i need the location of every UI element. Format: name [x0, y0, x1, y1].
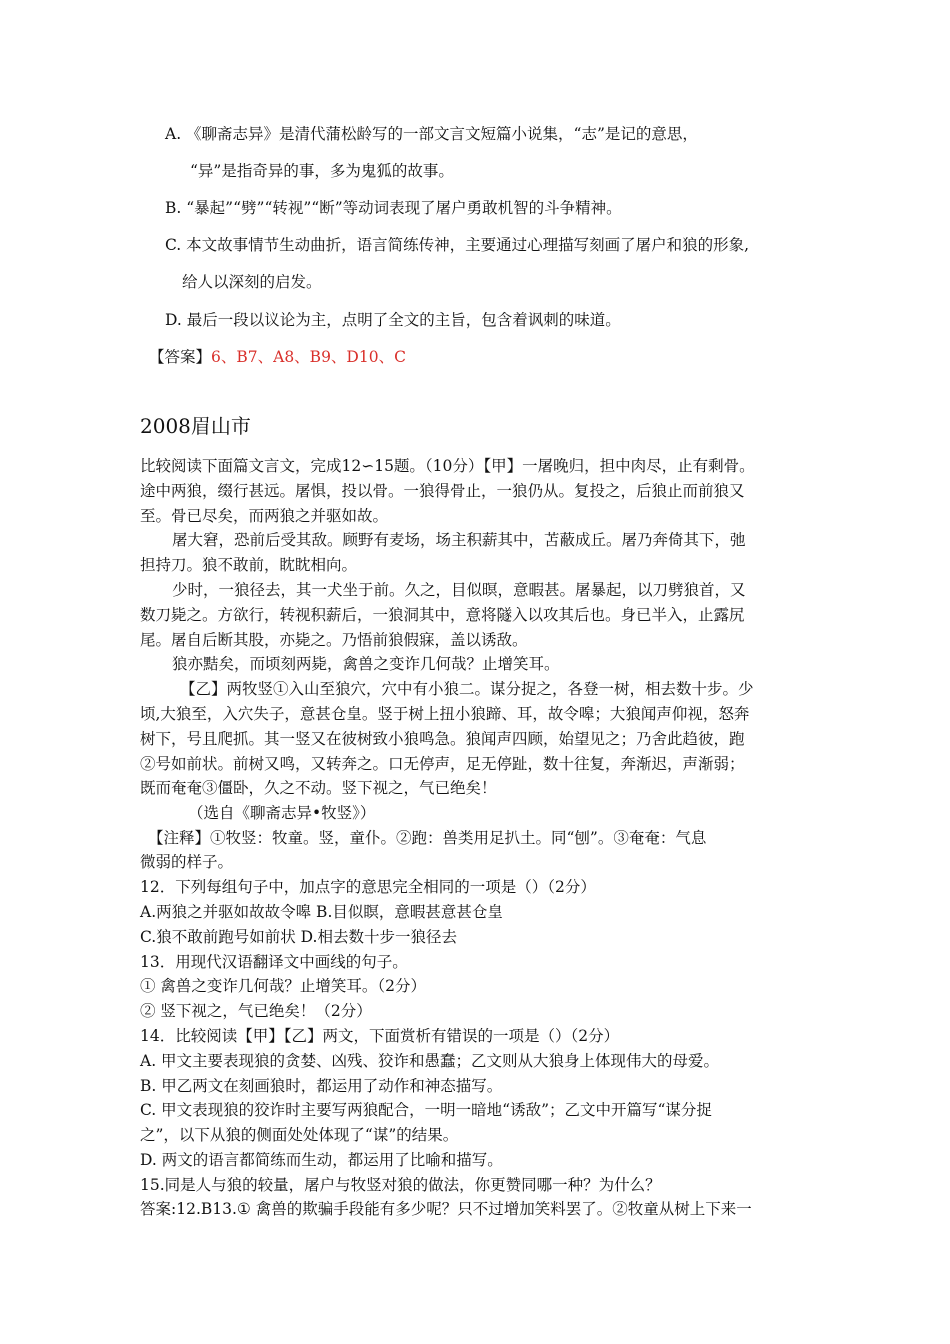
- question-14-d: D. 两文的语言都简练而生动，都运用了比喻和描写。: [140, 1151, 503, 1169]
- answer-line: [149, 347, 406, 367]
- question-14-c-line2: 之”，以下从狼的侧面处处体现了“谋”的结果。: [140, 1126, 459, 1144]
- question-12-ab: A.两狼之并驱如故故令嗥 B.目似瞑，意暇甚意甚仓皇: [140, 903, 503, 921]
- footnote-line2: 微弱的样子。: [140, 853, 234, 871]
- answer-label: 【答案】: [149, 348, 212, 366]
- text-line: 比较阅读下面篇文言文，完成12∽15题。（10分）【甲】一屠晚归，担中肉尽，止有剩骨。: [140, 457, 755, 475]
- option-a-line2: “异”是指奇异的事，多为鬼狐的故事。: [190, 162, 454, 180]
- footnote-line1: 【注释】①牧竖：牧童。竖，童仆。②跑：兽类用足扒土。同“刨”。③奄奄：气息: [148, 829, 707, 847]
- question-15: 15.同是人与狼的较量，屠户与牧竖对狼的做法，你更赞同哪一种？为什么？: [140, 1176, 661, 1194]
- text-line: 【乙】两牧竖①入山至狼穴，穴中有小狼二。谋分捉之，各登一树，相去数十步。少: [180, 680, 754, 698]
- text-line: 狼亦黠矣，而顷刻两毙，禽兽之变诈几何哉？止增笑耳。: [172, 655, 560, 673]
- option-d: D. 最后一段以议论为主，点明了全文的主旨，包含着讽刺的味道。: [165, 311, 621, 329]
- text-line: 至。骨已尽矣，而两狼之并驱如故。: [140, 507, 389, 525]
- option-c-line1: C. 本文故事情节生动曲折，语言简练传神，主要通过心理描写刻画了屠户和狼的形象,: [165, 236, 750, 254]
- question-14-c-line1: C. 甲文表现狼的狡诈时主要写两狼配合，一明一暗地“诱敌”；乙文中开篇写“谋分捉: [140, 1101, 712, 1119]
- text-line: ②号如前状。前树又鸣，又转奔之。口无停声，足无停趾，数十往复，奔渐迟，声渐弱；: [140, 755, 745, 773]
- text-line: 顷,大狼至，入穴失子，意甚仓皇。竖于树上扭小狼蹄、耳，故令嗥；大狼闻声仰视，怒奔: [140, 705, 750, 723]
- text-line: 尾。屠自后断其股，亦毙之。乃悟前狼假寐，盖以诱敌。: [140, 631, 528, 649]
- option-a-line1: A. 《聊斋志异》是清代蒲松龄写的一部文言文短篇小说集，“志”是记的意思，: [165, 125, 698, 143]
- question-12-cd: C.狼不敢前跑号如前状 D.相去数十步一狼径去: [140, 928, 457, 946]
- section-title: 2008眉山市: [140, 414, 251, 438]
- text-line: 屠大窘，恐前后受其敌。顾野有麦场，场主积薪其中，苫蔽成丘。屠乃奔倚其下，弛: [172, 531, 746, 549]
- answer-value: 6、B7、A8、B9、D10、C: [211, 348, 406, 366]
- text-line: 树下，号且爬抓。其一竖又在彼树致小狼鸣急。狼闻声四顾，始望见之；乃舍此趋彼，跑: [140, 730, 745, 748]
- text-line: 担持刀。狼不敢前，眈眈相向。: [140, 556, 358, 574]
- question-14: 14．比较阅读【甲】【乙】两文，下面赏析有错误的一项是（）（2分）: [140, 1027, 620, 1045]
- option-c-line2: 给人以深刻的启发。: [182, 273, 322, 291]
- option-b: B. “暴起”“劈”“转视”“断”等动词表现了屠户勇敢机智的斗争精神。: [165, 199, 622, 217]
- answer-section: 答案:12.B13.① 禽兽的欺骗手段能有多少呢？只不过增加笑料罢了。②牧童从树上下来一: [140, 1200, 752, 1218]
- text-line: 途中两狼，缀行甚远。屠惧，投以骨。一狼得骨止，一狼仍从。复投之，后狼止而前狼又: [140, 482, 745, 500]
- text-line: 少时，一狼径去，其一犬坐于前。久之，目似暝，意暇甚。屠暴起，以刀劈狼首，又: [172, 581, 746, 599]
- question-14-b: B. 甲乙两文在刻画狼时，都运用了动作和神态描写。: [140, 1077, 503, 1095]
- question-14-a: A. 甲文主要表现狼的贪婪、凶残、狡诈和愚蠢；乙文则从大狼身上体现伟大的母爱。: [140, 1052, 720, 1070]
- text-line: 既而奄奄③僵卧，久之不动。竖下视之，气已绝矣！: [140, 779, 497, 797]
- question-12: 12．下列每组句子中，加点字的意思完全相同的一项是（）（2分）: [140, 878, 596, 896]
- source-note: （选自《聊斋志异•牧竖》）: [188, 804, 376, 822]
- text-line: 数刀毙之。方欲行，转视积薪后，一狼洞其中，意将隧入以攻其后也。身已半入，止露尻: [140, 606, 745, 624]
- question-13: 13．用现代汉语翻译文中画线的句子。: [140, 953, 408, 971]
- question-13-item2: ② 竖下视之，气已绝矣！（2分）: [140, 1002, 372, 1020]
- question-13-item1: ① 禽兽之变诈几何哉？止增笑耳。（2分）: [140, 977, 427, 995]
